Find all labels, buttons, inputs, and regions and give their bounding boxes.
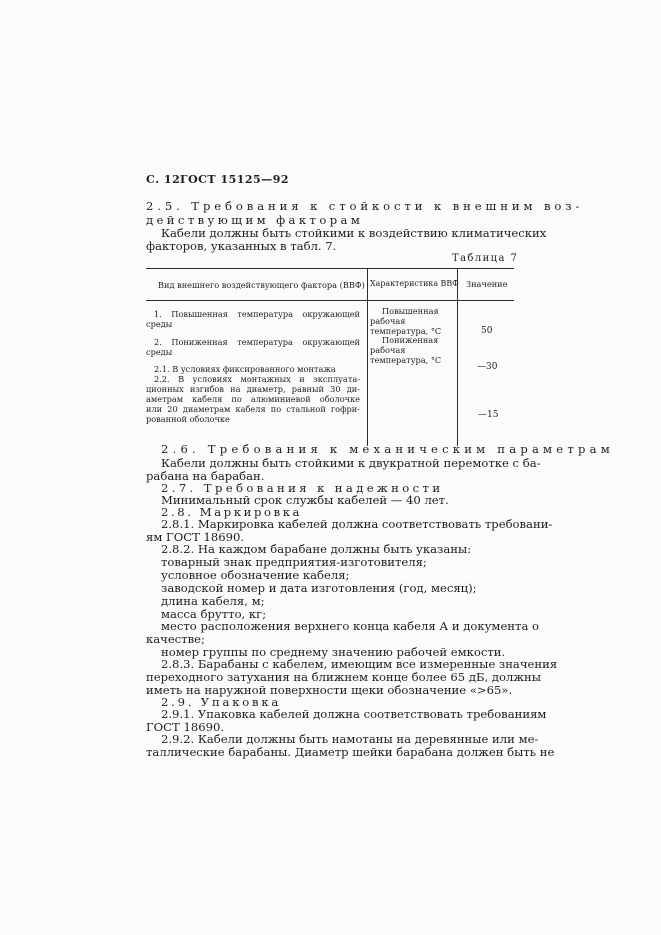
section-2-5-body-line2: факторов, указанных в табл. 7.: [146, 239, 337, 253]
section-2-6-body-line1: Кабели должны быть стойкими к двукратной перемотке с ба-: [161, 456, 541, 470]
section-2-7-body: Минимальный срок службы кабелей — 40 лет.: [161, 493, 449, 507]
row2-char-line2: рабочая: [370, 345, 406, 355]
row1-value: 50: [481, 326, 493, 336]
section-2-8-title: 2.8. Маркировка: [161, 505, 303, 519]
row21-value: —30: [477, 362, 498, 372]
para-2-8-1-line1: 2.8.1. Маркировка кабелей должна соответствовать требовани-: [161, 517, 553, 531]
section-2-5-body-line1: Кабели должны быть стойкими к воздействию климатических: [161, 226, 547, 240]
section-2-5-title-line1: 2.5. Требования к стойкости к внешним воз-: [146, 199, 584, 213]
row2-factor-line1: 2. Пониженная температура окружающей: [154, 337, 360, 347]
para-2-8-3-line2: переходного затухания на ближнем конце более 65 дБ, должны: [146, 670, 541, 684]
row22-value: —15: [478, 410, 499, 420]
list-item-length: длина кабеля, м;: [161, 594, 265, 608]
para-2-8-3-line1: 2.8.3. Барабаны с кабелем, имеющим все измеренные значения: [161, 657, 558, 671]
list-item-gross-mass: масса брутто, кг;: [161, 607, 267, 621]
section-2-7-title: 2.7. Требования к надежности: [161, 481, 444, 495]
para-2-8-2: 2.8.2. На каждом барабане должны быть указаны:: [161, 542, 472, 556]
page-number: С. 12: [146, 173, 181, 186]
list-item-top-end-line1: место расположения верхнего конца кабеля А и документа о: [161, 619, 540, 633]
row1-char-line3: температура, °С: [370, 326, 442, 336]
row22-line4: или 20 диаметрам кабеля по стальной гофри-: [146, 404, 360, 414]
section-2-6-title: 2.6. Требования к механическим параметрам: [161, 442, 614, 456]
row1-factor-line1: 1. Повышенная температура окружающей: [154, 309, 360, 319]
section-2-6-body-line2: рабана на барабан.: [146, 469, 265, 483]
section-2-9-title: 2.9. Упаковка: [161, 695, 282, 709]
list-item-top-end-line2: качестве;: [146, 632, 205, 646]
row2-factor-line2: среды: [146, 347, 173, 357]
table-top-rule: [146, 268, 514, 269]
row2-char-line3: температура, °С: [370, 355, 442, 365]
row1-char-line2: рабочая: [370, 316, 406, 326]
row1-char-line1: Повышенная: [382, 306, 439, 316]
col-header-factor: Вид внешнего воздействующего фактора (ВВФ): [158, 280, 365, 290]
row2-char-line1: Пониженная: [382, 335, 439, 345]
table-col-divider-1: [367, 268, 368, 446]
table-header-rule: [146, 300, 514, 301]
standard-designation: ГОСТ 15125—92: [180, 173, 290, 186]
para-2-8-1-line2: ям ГОСТ 18690.: [146, 530, 245, 544]
para-2-9-1-line2: ГОСТ 18690.: [146, 720, 225, 734]
row22-line3: аметрам кабеля по алюминиевой оболочке: [146, 394, 360, 404]
list-item-designation: условное обозначение кабеля;: [161, 568, 350, 582]
row22-line1: 2.2. В условиях монтажных и эксплуата-: [154, 374, 360, 384]
para-2-9-2-line2: таллические барабаны. Диаметр шейки барабана должен быть не: [146, 745, 555, 759]
row22-line5: рованной оболочке: [146, 414, 230, 424]
row22-line2: ционных изгибов на диаметр, равный 30 ди-: [146, 384, 360, 394]
section-2-5-title-line2: действующим факторам: [146, 213, 364, 227]
para-2-9-2-line1: 2.9.2. Кабели должны быть намотаны на деревянные или ме-: [161, 732, 539, 746]
table-col-divider-2: [457, 268, 458, 446]
list-item-serial-date: заводской номер и дата изготовления (год, месяц);: [161, 581, 477, 595]
col-header-value: Значение: [466, 279, 508, 289]
list-item-capacity-group: номер группы по среднему значению рабочей емкости.: [161, 645, 506, 659]
row21-text: 2.1. В условиях фиксированного монтажа: [154, 364, 336, 374]
para-2-9-1-line1: 2.9.1. Упаковка кабелей должна соответствовать требованиям: [161, 707, 547, 721]
list-item-trademark: товарный знак предприятия-изготовителя;: [161, 555, 427, 569]
para-2-8-3-line3: иметь на наружной поверхности щеки обозначение «>65».: [146, 683, 513, 697]
col-header-characteristic: Характеристика ВВФ: [370, 279, 459, 288]
row1-factor-line2: среды: [146, 319, 173, 329]
table-caption: Таблица 7: [452, 253, 519, 264]
